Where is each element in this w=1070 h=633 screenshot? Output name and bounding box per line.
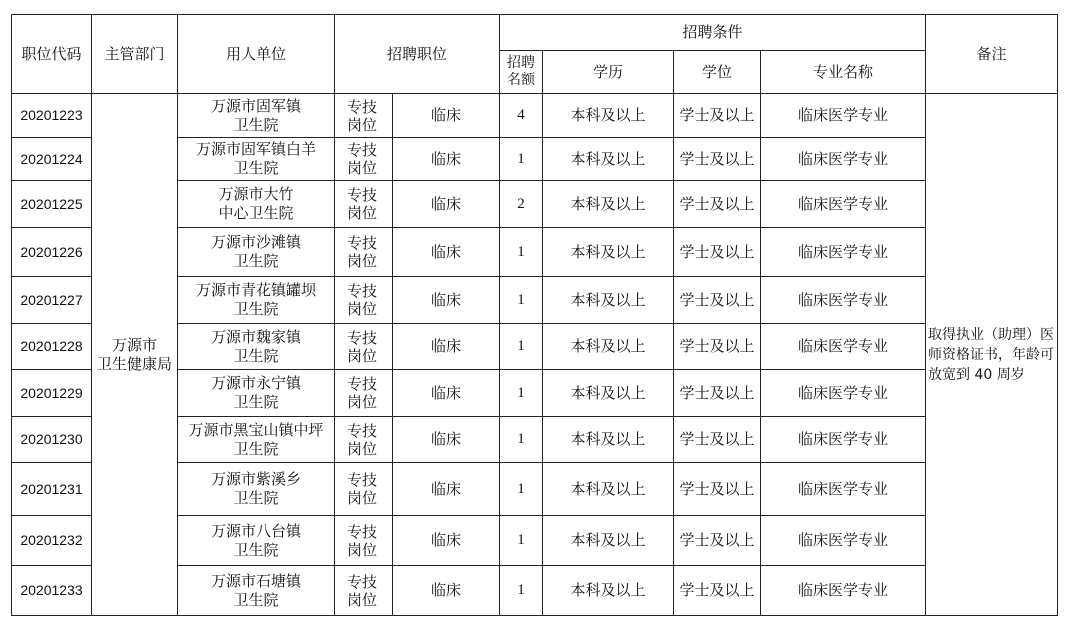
major-cell: 临床医学专业 [761,370,926,417]
education-cell: 本科及以上 [543,138,674,181]
position-code-cell: 20201223 [12,94,92,138]
position-code-cell: 20201229 [12,370,92,417]
position-type-cell: 专技 岗位 [335,138,393,181]
major-cell: 临床医学专业 [761,277,926,324]
major-cell: 临床医学专业 [761,94,926,138]
employer-unit-cell: 万源市大竹 中心卫生院 [178,181,335,228]
quota-cell: 1 [500,138,543,181]
position-type-cell: 专技 岗位 [335,516,393,566]
education-cell: 本科及以上 [543,463,674,516]
position-type-cell: 专技 岗位 [335,463,393,516]
education-cell: 本科及以上 [543,417,674,463]
employer-unit-cell: 万源市沙滩镇 卫生院 [178,228,335,277]
employer-unit-cell: 万源市永宁镇 卫生院 [178,370,335,417]
header-remarks: 备注 [926,15,1058,94]
major-cell: 临床医学专业 [761,324,926,370]
table-row [12,94,1058,138]
major-cell: 临床医学专业 [761,516,926,566]
position-name-cell: 临床 [393,417,500,463]
degree-cell: 学士及以上 [674,94,761,138]
position-name-cell: 临床 [393,181,500,228]
position-code-cell: 20201230 [12,417,92,463]
quota-cell: 2 [500,181,543,228]
position-code-cell: 20201226 [12,228,92,277]
header-education: 学历 [543,51,674,94]
department-cell: 万源市 卫生健康局 [92,94,178,616]
education-cell: 本科及以上 [543,181,674,228]
remarks-cell: 取得执业（助理）医师资格证书，年龄可放宽到 40 周岁 [926,94,1058,616]
quota-cell: 4 [500,94,543,138]
position-name-cell: 临床 [393,370,500,417]
quota-cell: 1 [500,516,543,566]
quota-cell: 1 [500,463,543,516]
quota-cell: 1 [500,324,543,370]
position-code-cell: 20201233 [12,566,92,616]
position-name-cell: 临床 [393,516,500,566]
quota-cell: 1 [500,277,543,324]
major-cell: 临床医学专业 [761,181,926,228]
quota-cell: 1 [500,370,543,417]
position-name-cell: 临床 [393,566,500,616]
position-name-cell: 临床 [393,138,500,181]
employer-unit-cell: 万源市固军镇 卫生院 [178,94,335,138]
header-row-1 [12,15,1058,51]
major-cell: 临床医学专业 [761,566,926,616]
degree-cell: 学士及以上 [674,228,761,277]
employer-unit-cell: 万源市八台镇 卫生院 [178,516,335,566]
quota-cell: 1 [500,566,543,616]
position-code-cell: 20201225 [12,181,92,228]
degree-cell: 学士及以上 [674,566,761,616]
employer-unit-cell: 万源市魏家镇 卫生院 [178,324,335,370]
position-type-cell: 专技 岗位 [335,277,393,324]
position-type-cell: 专技 岗位 [335,228,393,277]
header-major: 专业名称 [761,51,926,94]
degree-cell: 学士及以上 [674,417,761,463]
position-type-cell: 专技 岗位 [335,370,393,417]
header-unit: 用人单位 [178,15,335,94]
position-type-cell: 专技 岗位 [335,566,393,616]
education-cell: 本科及以上 [543,324,674,370]
degree-cell: 学士及以上 [674,370,761,417]
position-code-cell: 20201224 [12,138,92,181]
education-cell: 本科及以上 [543,277,674,324]
header-position: 招聘职位 [335,15,500,94]
degree-cell: 学士及以上 [674,324,761,370]
education-cell: 本科及以上 [543,516,674,566]
position-code-cell: 20201232 [12,516,92,566]
degree-cell: 学士及以上 [674,516,761,566]
major-cell: 临床医学专业 [761,138,926,181]
employer-unit-cell: 万源市青花镇罐坝 卫生院 [178,277,335,324]
major-cell: 临床医学专业 [761,417,926,463]
position-type-cell: 专技 岗位 [335,324,393,370]
education-cell: 本科及以上 [543,370,674,417]
major-cell: 临床医学专业 [761,228,926,277]
degree-cell: 学士及以上 [674,181,761,228]
employer-unit-cell: 万源市固军镇白羊 卫生院 [178,138,335,181]
header-department: 主管部门 [92,15,178,94]
header-quota: 招聘 名额 [500,51,543,94]
position-name-cell: 临床 [393,94,500,138]
major-cell: 临床医学专业 [761,463,926,516]
employer-unit-cell: 万源市石塘镇 卫生院 [178,566,335,616]
degree-cell: 学士及以上 [674,138,761,181]
position-name-cell: 临床 [393,277,500,324]
position-code-cell: 20201228 [12,324,92,370]
position-type-cell: 专技 岗位 [335,94,393,138]
header-conditions: 招聘条件 [500,15,926,51]
employer-unit-cell: 万源市紫溪乡 卫生院 [178,463,335,516]
education-cell: 本科及以上 [543,228,674,277]
position-code-cell: 20201227 [12,277,92,324]
education-cell: 本科及以上 [543,94,674,138]
quota-cell: 1 [500,417,543,463]
education-cell: 本科及以上 [543,566,674,616]
position-type-cell: 专技 岗位 [335,181,393,228]
recruitment-table [11,14,1058,616]
employer-unit-cell: 万源市黑宝山镇中坪 卫生院 [178,417,335,463]
position-name-cell: 临床 [393,228,500,277]
quota-cell: 1 [500,228,543,277]
position-name-cell: 临床 [393,324,500,370]
degree-cell: 学士及以上 [674,277,761,324]
position-code-cell: 20201231 [12,463,92,516]
header-degree: 学位 [674,51,761,94]
position-type-cell: 专技 岗位 [335,417,393,463]
header-code: 职位代码 [12,15,92,94]
degree-cell: 学士及以上 [674,463,761,516]
position-name-cell: 临床 [393,463,500,516]
